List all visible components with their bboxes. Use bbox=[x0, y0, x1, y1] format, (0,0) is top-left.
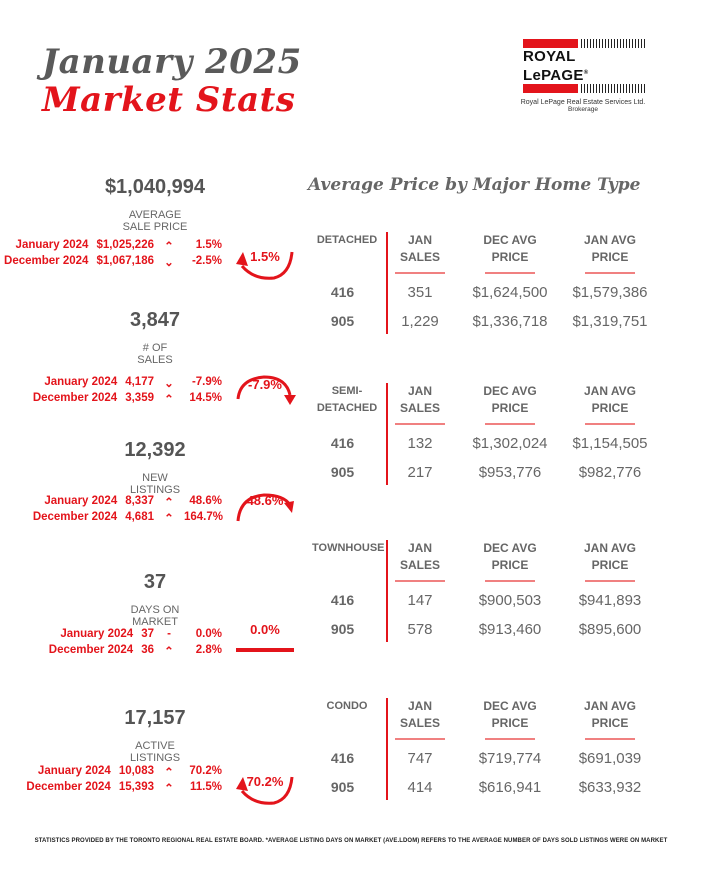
cell-dec: $913,460 bbox=[478, 621, 542, 638]
comparison-row bbox=[26, 781, 222, 795]
change-badge bbox=[234, 373, 296, 417]
comparison-period: January 2024 bbox=[44, 376, 118, 388]
header-underline bbox=[395, 272, 445, 274]
header-underline bbox=[485, 738, 535, 740]
header-underline bbox=[585, 580, 635, 582]
stat-value: $1,040,994 bbox=[104, 176, 206, 198]
header-underline bbox=[485, 423, 535, 425]
trend-arrow-icon: ⌄ bbox=[164, 378, 174, 390]
stat-block bbox=[60, 707, 250, 764]
stat-block bbox=[60, 571, 250, 628]
cell-dec: $719,774 bbox=[478, 750, 542, 767]
home-type-label: SEMI- DETACHED bbox=[316, 385, 378, 414]
comparison-row bbox=[33, 392, 222, 406]
home-type-table bbox=[300, 540, 680, 660]
trend-arrow-icon: ⌃ bbox=[164, 497, 174, 509]
badge-pct: -7.9% bbox=[248, 377, 282, 392]
comparison-period: December 2024 bbox=[26, 781, 111, 793]
comparison-pct: 70.2% bbox=[189, 765, 222, 777]
trend-arrow-icon: ⌃ bbox=[164, 394, 174, 406]
column-header-dec: DEC AVG PRICE bbox=[483, 541, 537, 572]
header-underline bbox=[485, 580, 535, 582]
cell-jan: $691,039 bbox=[578, 750, 642, 767]
comparison-pct: 48.6% bbox=[189, 495, 222, 507]
comparison-period: December 2024 bbox=[32, 392, 118, 404]
stat-value: 17,157 bbox=[124, 707, 186, 729]
logo-name: ROYAL LePAGE bbox=[523, 48, 584, 84]
area-code: 416 bbox=[330, 284, 355, 300]
cell-jan: $1,579,386 bbox=[572, 284, 648, 301]
column-header-jan: JAN AVG PRICE bbox=[583, 699, 636, 730]
change-badge bbox=[234, 489, 296, 533]
comparison-period: December 2024 bbox=[48, 644, 134, 656]
comparison-pct: -7.9% bbox=[191, 376, 222, 388]
cell-sales: 1,229 bbox=[401, 313, 439, 330]
area-code: 416 bbox=[330, 435, 355, 451]
badge-pct: 48.6% bbox=[246, 493, 284, 508]
cell-jan: $1,319,751 bbox=[572, 313, 648, 330]
cell-jan: $1,154,505 bbox=[572, 435, 648, 452]
cell-sales: 217 bbox=[407, 464, 433, 481]
comparison-pct: -2.5% bbox=[191, 255, 222, 267]
stat-block bbox=[60, 309, 250, 366]
stat-value: 12,392 bbox=[124, 439, 186, 461]
section-title: Average Price by Major Home Type bbox=[308, 175, 641, 195]
comparison-pct: 14.5% bbox=[189, 392, 222, 404]
column-header-sales: JAN SALES bbox=[399, 541, 440, 572]
cell-sales: 351 bbox=[407, 284, 433, 301]
comparison-row bbox=[60, 628, 222, 640]
header-underline bbox=[395, 738, 445, 740]
change-badge bbox=[234, 236, 296, 280]
cell-jan: $982,776 bbox=[578, 464, 642, 481]
trend-arrow-icon: ⌄ bbox=[164, 257, 174, 269]
cell-dec: $1,624,500 bbox=[472, 284, 548, 301]
badge-pct: 1.5% bbox=[250, 249, 280, 264]
trend-arrow-icon: ⌃ bbox=[164, 767, 174, 779]
cell-dec: $1,302,024 bbox=[472, 435, 548, 452]
comparison-pct: 0.0% bbox=[195, 628, 222, 640]
comparison-value: 8,337 bbox=[125, 495, 154, 507]
area-code: 416 bbox=[330, 750, 355, 766]
header-underline bbox=[585, 272, 635, 274]
comparison-value: 3,359 bbox=[125, 392, 154, 404]
column-header-dec: DEC AVG PRICE bbox=[483, 384, 537, 415]
stat-block bbox=[60, 176, 250, 233]
logo-brokerage: Brokerage bbox=[568, 106, 598, 113]
area-code: 905 bbox=[330, 621, 355, 637]
header-underline bbox=[395, 423, 445, 425]
trend-arrow-icon: ⌃ bbox=[164, 513, 174, 525]
comparison-row bbox=[33, 511, 222, 525]
cell-dec: $1,336,718 bbox=[472, 313, 548, 330]
comparison-row bbox=[4, 255, 222, 269]
area-code: 905 bbox=[330, 313, 355, 329]
badge-pct: 70.2% bbox=[246, 774, 284, 789]
cell-sales: 147 bbox=[407, 592, 433, 609]
comparison-period: January 2024 bbox=[60, 628, 134, 640]
comparison-row bbox=[44, 495, 222, 509]
stat-label: ACTIVE LISTINGS bbox=[129, 740, 181, 764]
cell-jan: $895,600 bbox=[578, 621, 642, 638]
comparison-period: December 2024 bbox=[32, 511, 118, 523]
logo-company: Royal LePage Real Estate Services Ltd. bbox=[520, 99, 646, 106]
stat-value: 37 bbox=[143, 571, 167, 593]
stat-label: DAYS ON MARKET bbox=[130, 604, 180, 628]
comparison-value: $1,067,186 bbox=[96, 255, 154, 267]
cell-sales: 414 bbox=[407, 779, 433, 796]
comparison-pct: 2.8% bbox=[195, 644, 222, 656]
comparison-row bbox=[38, 765, 222, 779]
cell-sales: 132 bbox=[407, 435, 433, 452]
home-type-label: DETACHED bbox=[316, 234, 378, 246]
column-header-sales: JAN SALES bbox=[399, 699, 440, 730]
comparison-row bbox=[44, 376, 222, 390]
comparison-pct: 164.7% bbox=[184, 511, 224, 523]
logo-reg: ® bbox=[583, 70, 589, 76]
badge-pct: 0.0% bbox=[250, 622, 280, 637]
column-header-dec: DEC AVG PRICE bbox=[483, 233, 537, 264]
comparison-value: 37 bbox=[141, 628, 154, 640]
stat-value: 3,847 bbox=[129, 309, 181, 331]
footer-note: STATISTICS PROVIDED BY THE TORONTO REGIONAL REAL ESTATE BOARD. *AVERAGE LISTING DAYS ON MARKET (AVE.LDOM) REFERS TO THE AVERAGE NUMBER OF DAYS SOLD LISTINGS WERE ON MARKET bbox=[34, 838, 668, 844]
comparison-value: 4,681 bbox=[125, 511, 154, 523]
stat-label: NEW LISTINGS bbox=[129, 472, 181, 496]
area-code: 416 bbox=[330, 592, 355, 608]
comparison-period: December 2024 bbox=[4, 255, 89, 267]
cell-jan: $941,893 bbox=[578, 592, 642, 609]
cell-dec: $953,776 bbox=[478, 464, 542, 481]
column-header-dec: DEC AVG PRICE bbox=[483, 699, 537, 730]
comparison-period: January 2024 bbox=[15, 239, 89, 251]
stat-label: AVERAGE SALE PRICE bbox=[122, 209, 188, 233]
cell-sales: 747 bbox=[407, 750, 433, 767]
column-header-sales: JAN SALES bbox=[399, 384, 440, 415]
header-underline bbox=[485, 272, 535, 274]
cell-jan: $633,932 bbox=[578, 779, 642, 796]
cell-dec: $900,503 bbox=[478, 592, 542, 609]
change-badge bbox=[234, 761, 296, 805]
trend-arrow-icon: ⌃ bbox=[164, 783, 174, 795]
trend-arrow-icon: - bbox=[167, 628, 171, 640]
comparison-row bbox=[49, 644, 222, 658]
cell-sales: 578 bbox=[407, 621, 433, 638]
title-market-stats: Market Stats bbox=[42, 80, 296, 120]
comparison-value: 36 bbox=[141, 644, 154, 656]
comparison-pct: 1.5% bbox=[195, 239, 222, 251]
home-type-table bbox=[300, 698, 680, 818]
column-header-jan: JAN AVG PRICE bbox=[583, 541, 636, 572]
stat-label: # OF SALES bbox=[137, 342, 173, 366]
home-type-label: CONDO bbox=[326, 700, 368, 712]
comparison-row bbox=[16, 239, 222, 253]
cell-dec: $616,941 bbox=[478, 779, 542, 796]
column-header-jan: JAN AVG PRICE bbox=[583, 384, 636, 415]
comparison-period: January 2024 bbox=[44, 495, 118, 507]
comparison-value: 10,083 bbox=[118, 765, 154, 777]
header-underline bbox=[395, 580, 445, 582]
column-header-sales: JAN SALES bbox=[399, 233, 440, 264]
comparison-value: $1,025,226 bbox=[96, 239, 154, 251]
title-month: January 2025 bbox=[42, 42, 302, 82]
comparison-pct: 11.5% bbox=[190, 781, 222, 793]
change-badge bbox=[234, 618, 296, 662]
home-type-table bbox=[300, 232, 680, 352]
column-header-jan: JAN AVG PRICE bbox=[583, 233, 636, 264]
area-code: 905 bbox=[330, 464, 355, 480]
header-underline bbox=[585, 738, 635, 740]
trend-arrow-icon: ⌃ bbox=[164, 646, 174, 658]
comparison-value: 15,393 bbox=[118, 781, 154, 793]
royal-lepage-logo bbox=[520, 39, 646, 113]
header-underline bbox=[585, 423, 635, 425]
home-type-table bbox=[300, 383, 680, 503]
stat-block bbox=[60, 439, 250, 496]
home-type-label: TOWNHOUSE bbox=[312, 542, 385, 554]
area-code: 905 bbox=[330, 779, 355, 795]
comparison-value: 4,177 bbox=[125, 376, 154, 388]
trend-arrow-icon: ⌃ bbox=[164, 241, 174, 253]
comparison-period: January 2024 bbox=[37, 765, 111, 777]
